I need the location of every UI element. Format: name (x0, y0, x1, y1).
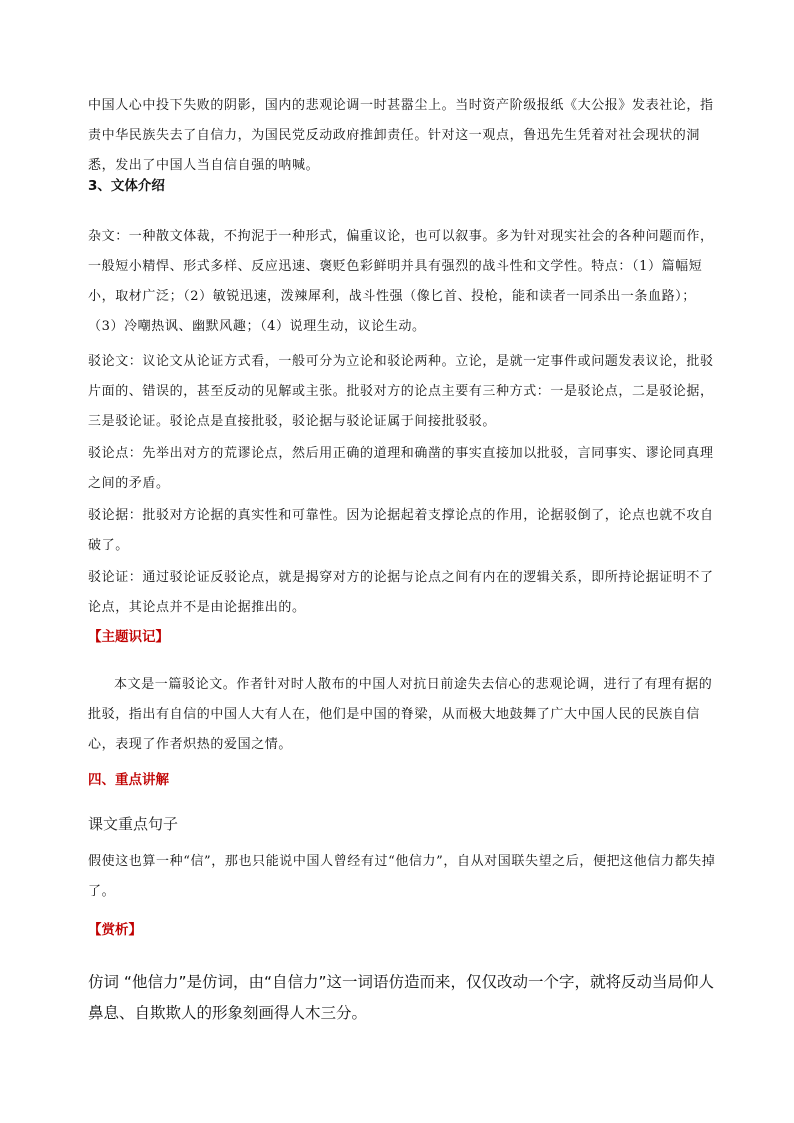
bolundian-paragraph: 驳论点：先举出对方的荒谬论点，然后用正确的道理和确凿的事实直接加以批驳，言同事实、谬论同真理之间的矛盾。 (88, 446, 714, 491)
bolunwen-paragraph: 驳论文：议论文从论证方式看，一般可分为立论和驳论两种。立论，是就一定事件或问题发表议论，批驳片面的、错误的，甚至反动的见解或主张。批驳对方的论点主要有三种方式：一是驳论点，二是驳论据，三是驳论证。驳论点是直接批驳，驳论据与驳论证属于间接批驳驳。 (88, 354, 714, 429)
appreciation-paragraph: 仿词 “他信力”是仿词，由“自信力”这一词语仿造而来，仅仅改动一个字，就将反动当局仰人鼻息、自欺欺人的形象刻画得人木三分。 (88, 972, 715, 1022)
bolunzheng-paragraph: 驳论证：通过驳论证反驳论点，就是揭穿对方的论据与论点之间有内在的逻辑关系，即所持论据证明不了论点，其论点并不是由论据推出的。 (88, 570, 714, 615)
intro-paragraph: 中国人心中投下失败的阴影，国内的悲观论调一时甚嚣尘上。当时资产阶级报纸《大公报》发表社论，指责中华民族失去了自信力，为国民党反动政府推卸责任。针对这一观点，鲁迅先生凭着对社会现状的洞悉，发出了中国人当自信自强的呐喊。 (88, 98, 714, 173)
zawen-paragraph: 杂文：一种散文体裁，不拘泥于一种形式，偏重议论，也可以叙事。多为针对现实社会的各种问题而作，一般短小精悍、形式多样、反应迅速、褒贬色彩鲜明并具有强烈的战斗性和文学性。特点：（1）篇幅短小，取材广泛；（2）敏锐迅速，泼辣犀利，战斗性强（像匕首、投枪，能和读者一同杀出一条血路）；（3）冷嘲热讽、幽默风趣；（4）说理生动，议论生动。 (88, 229, 714, 334)
section-3-heading: 3、文体介绍 (88, 178, 165, 194)
key-sentence: 假使这也算一种“信”，那也只能说中国人曾经有过“他信力”，自从对国联失望之后，便把这他信力都失掉了。 (88, 854, 716, 899)
theme-heading: 【主题识记】 (88, 629, 169, 645)
appreciation-heading: 【赏析】 (88, 922, 142, 938)
bolunju-paragraph: 驳论据：批驳对方论据的真实性和可靠性。因为论据起着支撑论点的作用，论据驳倒了，论点也就不攻自破了。 (88, 508, 714, 553)
section-4-heading: 四、重点讲解 (88, 772, 169, 788)
theme-paragraph: 本文是一篇驳论文。作者针对时人散布的中国人对抗日前途失去信心的悲观论调，进行了有理有据的批驳，指出有自信的中国人大有人在，他们是中国的脊梁，从而极大地鼓舞了广大中国人民的民族自信心，表现了作者炽热的爱国之情。 (88, 677, 713, 752)
key-sentence-label: 课文重点句子 (88, 815, 179, 833)
